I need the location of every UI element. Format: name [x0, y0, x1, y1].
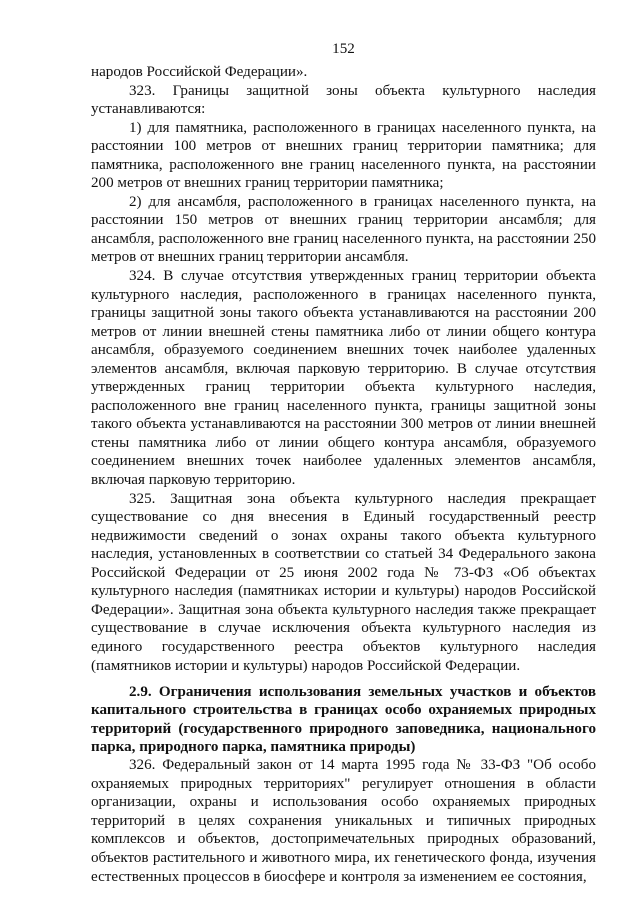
paragraph-326: 326. Федеральный закон от 14 марта 1995 года № 33-ФЗ "Об особо охраняемых природных территориях" регулирует отношения в области организации, охраны и использования особо охраняемых природных территорий в целях сохранения уникальных и типичных природных комплексов и объектов, достопримечательных природных образований, объектов растительного и животного мира, их генетического фонда, изучения естественных процессов в биосфере и контроля за изменением ее состояния,: [91, 757, 596, 885]
paragraph-325: 325. Защитная зона объекта культурного наследия прекращает существование со дня внесения в Единый государственный реестр недвижимости сведений о зонах охраны такого объекта культурного наследия, установленных в соответствии со статьей 34 Федерального закона Российской Федерации от 25 июня 2002 года № 73-ФЗ «Об объектах культурного наследия (памятниках истории и культуры) народов Российской Федерации». Защитная зона объекта культурного наследия также прекращает существование в случае исключения объекта культурного наследия из единого государственного реестра объектов культурного наследия (памятников истории и культуры) народов Российской Федерации.: [91, 490, 596, 674]
document-page: [91, 0, 596, 905]
paragraph-323-item-1: 1) для памятника, расположенного в границах населенного пункта, на расстоянии 100 метров от внешних границ территории памятника; для памятника, расположенного вне границ населенного пункта, на расстоянии 200 метров от внешних границ территории памятника;: [91, 119, 596, 192]
section-heading: 2.9. Ограничения использования земельных участков и объектов капитального строительства в границах особо охраняемых природных территорий (государственного природного заповедника, национального парка, природного парка, памятника природы): [91, 684, 596, 755]
paragraph-323: 323. Границы защитной зоны объекта культурного наследия устанавливаются:: [91, 82, 596, 118]
paragraph-324: 324. В случае отсутствия утвержденных границ территории объекта культурного наследия, расположенного в границах населенного пункта, границы защитной зоны такого объекта устанавливаются на расстоянии 200 метров от линии внешней стены памятника либо от линии общего контура ансамбля, образуемого соединением внешних точек наиболее удаленных элементов ансамбля, включая парковую территорию. В случае отсутствия утвержденных границ территории объекта культурного наследия, расположенного вне границ населенного пункта, границы защитной зоны такого объекта устанавливаются на расстоянии 300 метров от линии внешней стены памятника либо от линии общего контура ансамбля, образуемого соединением внешних точек наиболее удаленных элементов ансамбля, включая парковую территорию.: [91, 268, 596, 489]
paragraph-323-item-2: 2) для ансамбля, расположенного в границах населенного пункта, на расстоянии 150 метров от внешних границ территории ансамбля; для ансамбля, расположенного вне границ населенного пункта, на расстоянии 250 метров от внешних границ территории ансамбля.: [91, 193, 596, 266]
paragraph-continuation: народов Российской Федерации».: [91, 64, 308, 80]
page-number: 152: [332, 41, 355, 57]
document-body: [91, 63, 596, 886]
